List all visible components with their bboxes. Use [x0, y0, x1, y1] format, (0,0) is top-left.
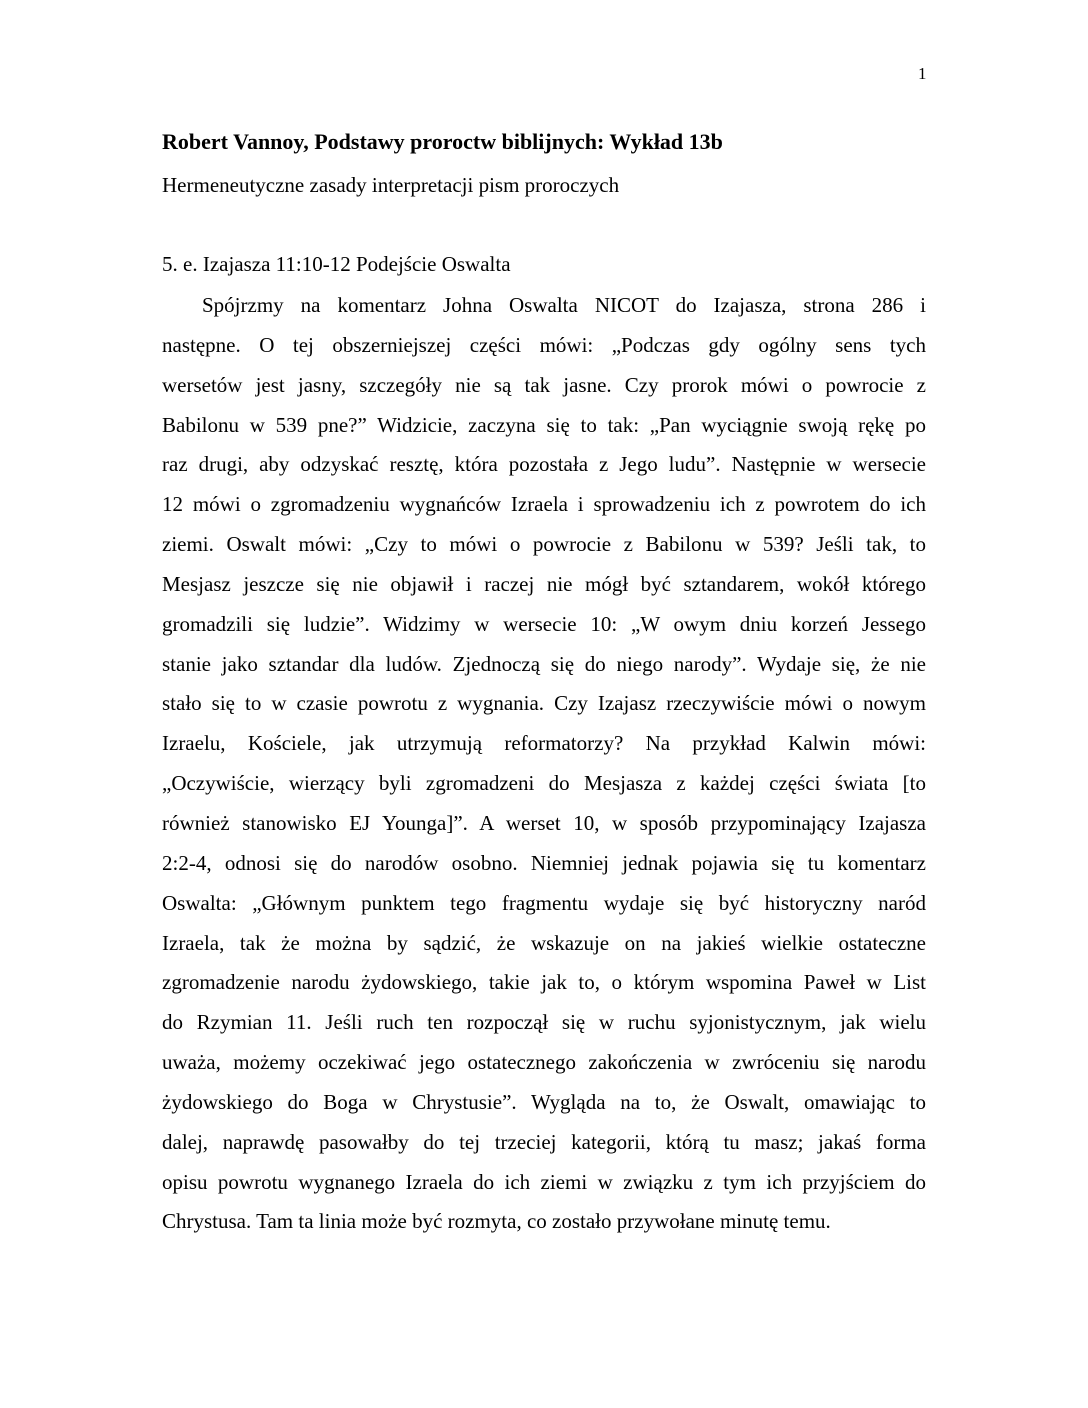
paragraph-line: Izraela, tak że można by sądzić, że wskazuje on na jakieś wielkie ostateczne: [162, 930, 926, 955]
paragraph-line: żydowskiego do Boga w Chrystusie”. Wygląda na to, że Oswalt, omawiając to: [162, 1089, 926, 1114]
paragraph-line: uważa, możemy oczekiwać jego ostatecznego zakończenia w zwróceniu się narodu: [162, 1050, 926, 1075]
paragraph-line: następne. O tej obszerniejszej części mówi: „Podczas gdy ogólny sens tych: [162, 332, 926, 357]
body-paragraph: [162, 292, 926, 1248]
paragraph-line: Chrystusa. Tam ta linia może być rozmyta, co zostało przywołane minutę temu.: [162, 1209, 831, 1234]
paragraph-line: stanie jako sztandar dla ludów. Zjednoczą się do niego narody”. Wydaje się, że nie: [162, 651, 926, 676]
paragraph-line: wersetów jest jasny, szczegóły nie są tak jasne. Czy prorok mówi o powrocie z: [162, 372, 926, 397]
section-heading: 5. e. Izajasza 11:10-12 Podejście Oswalta: [162, 252, 511, 276]
paragraph-line: „Oczywiście, wierzący byli zgromadzeni do Mesjasza z każdej części świata [to: [162, 771, 926, 796]
paragraph-line: 2:2-4, odnosi się do narodów osobno. Niemniej jednak pojawia się tu komentarz: [162, 850, 926, 875]
paragraph-line: opisu powrotu wygnanego Izraela do ich ziemi w związku z tym ich przyjściem do: [162, 1169, 926, 1194]
paragraph-line: Spójrzmy na komentarz Johna Oswalta NICOT do Izajasza, strona 286 i: [202, 293, 926, 317]
paragraph-line: 12 mówi o zgromadzeniu wygnańców Izraela i sprowadzeniu ich z powrotem do ich: [162, 492, 926, 517]
paragraph-line: Oswalta: „Głównym punktem tego fragmentu wydaje się być historyczny naród: [162, 890, 926, 915]
paragraph-line: również stanowisko EJ Younga]”. A werset 10, w sposób przypominający Izajasza: [162, 810, 926, 835]
page-number: 1: [918, 64, 927, 83]
paragraph-line: Babilonu w 539 pne?” Widzicie, zaczyna się to tak: „Pan wyciągnie swoją rękę po: [162, 412, 926, 437]
paragraph-line: do Rzymian 11. Jeśli ruch ten rozpoczął się w ruchu syjonistycznym, jak wielu: [162, 1010, 926, 1035]
paragraph-line: raz drugi, aby odzyskać resztę, która pozostała z Jego ludu”. Następnie w wersecie: [162, 452, 926, 477]
paragraph-line: gromadzili się ludzie”. Widzimy w wersecie 10: „W owym dniu korzeń Jessego: [162, 611, 926, 636]
paragraph-line: zgromadzenie narodu żydowskiego, takie jak to, o którym wspomina Paweł w List: [162, 970, 926, 995]
document-title: Robert Vannoy, Podstawy proroctw biblijnych: Wykład 13b: [162, 129, 723, 154]
paragraph-line: Izraelu, Kościele, jak utrzymują reformatorzy? Na przykład Kalwin mówi:: [162, 731, 926, 756]
paragraph-line: ziemi. Oswalt mówi: „Czy to mówi o powrocie z Babilonu w 539? Jeśli tak, to: [162, 532, 926, 557]
paragraph-line: Mesjasz jeszcze się nie objawił i raczej nie mógł być sztandarem, wokół którego: [162, 571, 926, 596]
paragraph-line: dalej, naprawdę pasowałby do tej trzeciej kategorii, którą tu masz; jakaś forma: [162, 1129, 926, 1154]
paragraph-line: stało się to w czasie powrotu z wygnania. Czy Izajasz rzeczywiście mówi o nowym: [162, 691, 926, 716]
document-subtitle: Hermeneutyczne zasady interpretacji pism proroczych: [162, 173, 620, 197]
